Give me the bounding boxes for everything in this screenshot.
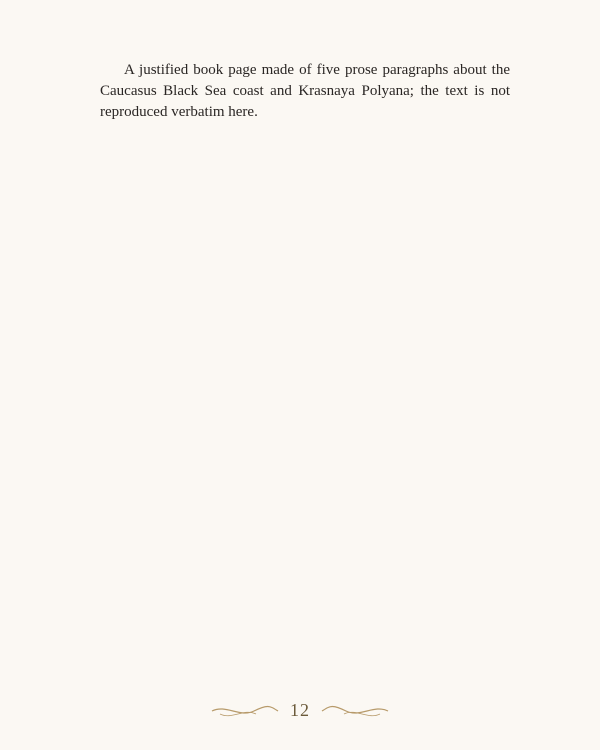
content-summary: A justified book page made of five prose paragraphs about the Caucasus Black Sea coast and Krasnaya Polyana; the text is not reproduced verbatim here. xyxy=(100,62,510,120)
left-ornament-icon xyxy=(210,702,280,720)
page-footer xyxy=(0,700,600,721)
body-text xyxy=(100,60,510,127)
right-ornament-icon xyxy=(320,702,390,720)
page-number: 12 xyxy=(290,700,310,720)
